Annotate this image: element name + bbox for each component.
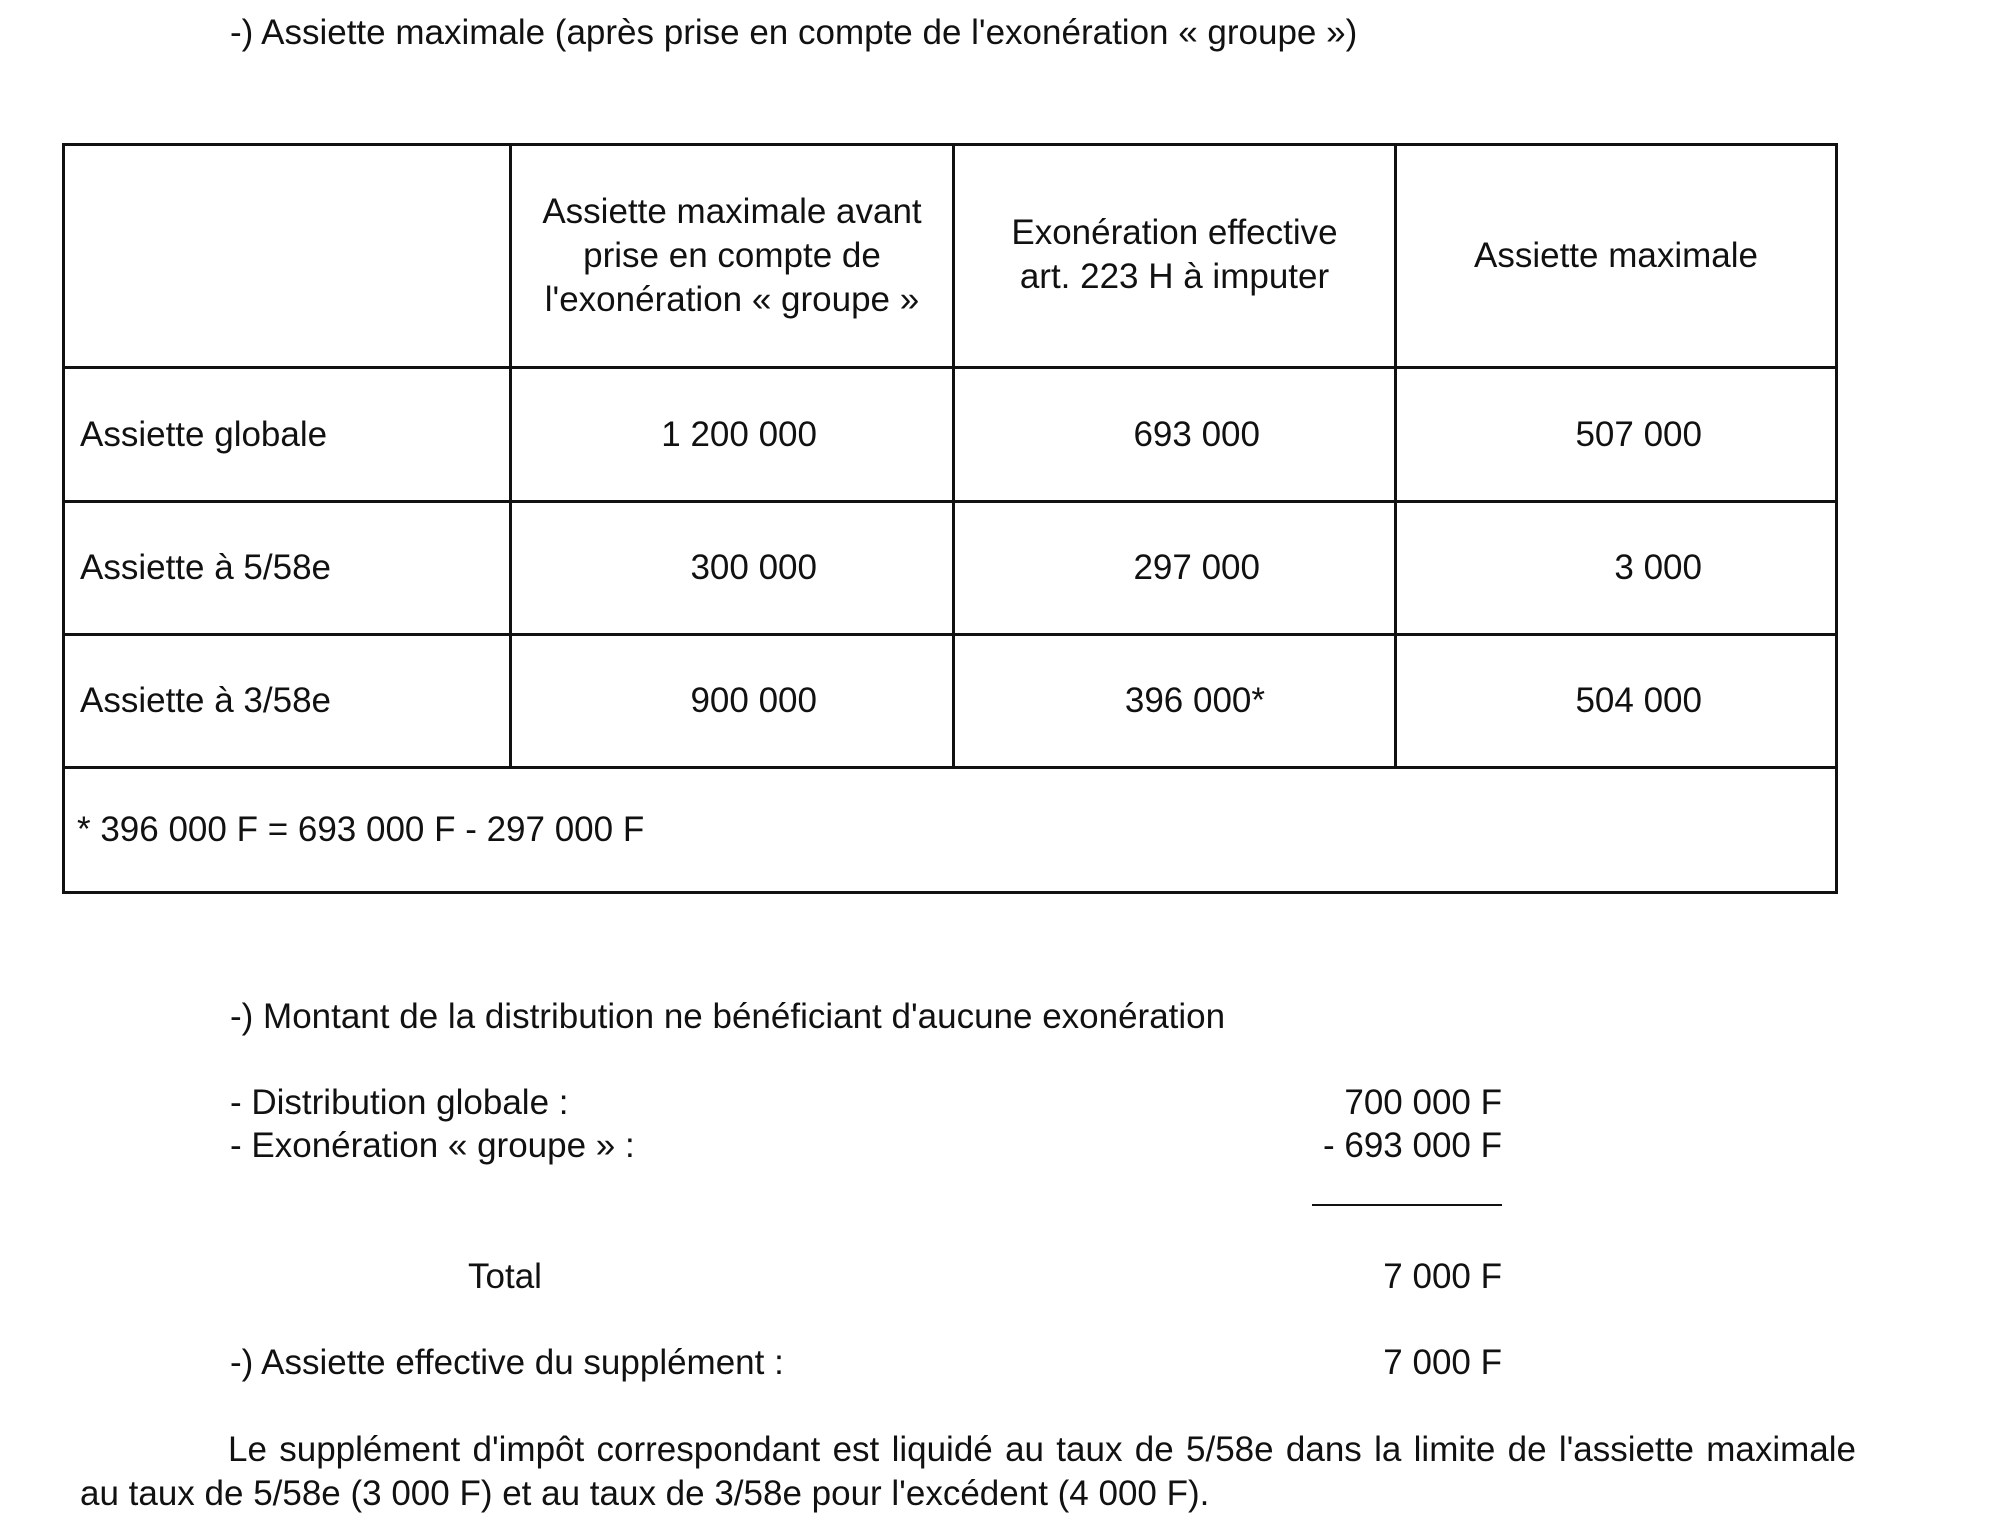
- total-label: Total: [468, 1257, 542, 1296]
- assiette-effective-label: -) Assiette effective du supplément :: [230, 1343, 784, 1382]
- table-cell: 693 000: [1133, 414, 1260, 454]
- table-header-assiette-maximale: Assiette maximale: [1474, 236, 1758, 276]
- assiette-table: [62, 143, 1838, 894]
- distribution-globale-value: 700 000 F: [1344, 1083, 1502, 1122]
- table-cell: 3 000: [1614, 548, 1702, 588]
- distribution-globale-label: - Distribution globale :: [230, 1083, 569, 1122]
- table-cell: 396 000*: [1124, 681, 1265, 721]
- table-cell: 297 000: [1133, 548, 1260, 588]
- exoneration-groupe-label: - Exonération « groupe » :: [230, 1126, 635, 1165]
- table-cell: 900 000: [690, 681, 817, 721]
- sum-rule: [1312, 1204, 1502, 1206]
- conclusion-paragraph: Le supplément d'impôt correspondant est liquidé au taux de 5/58e dans la limite de l'assiette maximale au taux de 5/58e (3 000 F) et au taux de 3/58e pour l'excédent (4 000 F).: [80, 1430, 1856, 1513]
- section-heading-montant: -) Montant de la distribution ne bénéficiant d'aucune exonération: [230, 997, 1226, 1036]
- table-cell: 300 000: [690, 548, 817, 588]
- exoneration-groupe-value: - 693 000 F: [1323, 1126, 1502, 1165]
- table-cell: 1 200 000: [661, 414, 817, 454]
- table-cell: 504 000: [1575, 681, 1702, 721]
- table-header-assiette-avant: Assiette maximale avant prise en compte de l'exonération « groupe »: [542, 192, 922, 319]
- table-row-label: Assiette globale: [80, 414, 328, 454]
- table-cell: 507 000: [1575, 414, 1702, 454]
- table-footnote: * 396 000 F = 693 000 F - 297 000 F: [77, 810, 645, 850]
- table-header-exoneration: Exonération effective art. 223 H à imputer: [1011, 213, 1338, 296]
- total-value: 7 000 F: [1383, 1257, 1502, 1296]
- table-row-label: Assiette à 3/58e: [80, 681, 331, 721]
- table-header-empty: [65, 146, 509, 366]
- assiette-effective-value: 7 000 F: [1383, 1343, 1502, 1382]
- section-heading-assiette-maximale: -) Assiette maximale (après prise en compte de l'exonération « groupe »): [230, 13, 1358, 52]
- table-row-label: Assiette à 5/58e: [80, 548, 331, 588]
